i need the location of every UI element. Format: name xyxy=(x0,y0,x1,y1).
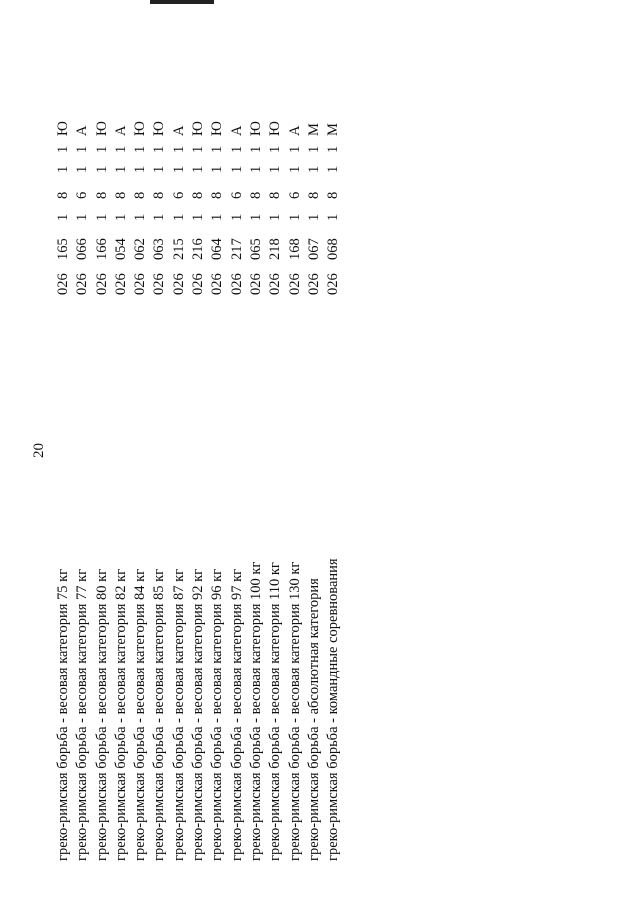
code-class: 6 xyxy=(170,191,187,199)
code-letter: А xyxy=(74,125,91,136)
code-digit: 1 xyxy=(112,145,129,153)
code-letter: А xyxy=(170,125,187,136)
event-name: греко-римская борьба - абсолютная категория xyxy=(305,578,322,861)
list-item xyxy=(112,21,131,861)
event-name: греко-римская борьба - весовая категория 110 кг xyxy=(267,562,284,861)
code-letter: А xyxy=(112,125,129,136)
code-digit: 1 xyxy=(267,213,284,221)
code-number: 068 xyxy=(325,238,342,260)
code-digit: 1 xyxy=(286,145,303,153)
code-group: 026 xyxy=(325,273,342,295)
list-item xyxy=(266,21,285,861)
code-digit: 1 xyxy=(93,213,110,221)
code-digit: 1 xyxy=(55,213,71,221)
event-name: греко-римская борьба - весовая категория 96 кг xyxy=(209,568,226,861)
sports-code-list xyxy=(54,21,343,861)
code-class: 8 xyxy=(209,191,226,199)
list-item xyxy=(131,21,150,861)
code-digit: 1 xyxy=(247,165,264,173)
list-item xyxy=(150,21,169,861)
event-name: греко-римская борьба - весовая категория 80 кг xyxy=(93,568,110,861)
code-group: 026 xyxy=(209,273,226,295)
code-digit: 1 xyxy=(305,213,322,221)
code-group: 026 xyxy=(132,273,149,295)
code-digit: 1 xyxy=(247,145,264,153)
code-digit: 1 xyxy=(228,213,245,221)
code-number: 166 xyxy=(93,238,110,260)
code-digit: 1 xyxy=(209,165,226,173)
code-digit: 1 xyxy=(267,145,284,153)
code-digit: 1 xyxy=(151,165,168,173)
code-letter: А xyxy=(228,125,245,136)
code-letter: Ю xyxy=(247,121,264,136)
code-class: 6 xyxy=(228,191,245,199)
code-class: 8 xyxy=(112,191,129,199)
code-digit: 1 xyxy=(190,213,207,221)
code-digit: 1 xyxy=(267,165,284,173)
code-number: 065 xyxy=(247,238,264,260)
code-digit: 1 xyxy=(93,165,110,173)
code-class: 8 xyxy=(325,191,342,199)
code-letter: Ю xyxy=(267,121,284,136)
code-number: 215 xyxy=(170,238,187,260)
page-number: 20 xyxy=(31,443,47,458)
code-digit: 1 xyxy=(93,145,110,153)
code-digit: 1 xyxy=(228,165,245,173)
code-number: 168 xyxy=(286,238,303,260)
code-digit: 1 xyxy=(325,145,342,153)
code-number: 217 xyxy=(228,238,245,260)
code-group: 026 xyxy=(305,273,322,295)
code-group: 026 xyxy=(112,273,129,295)
code-class: 8 xyxy=(93,191,110,199)
code-letter: А xyxy=(286,125,303,136)
code-number: 063 xyxy=(151,238,168,260)
code-class: 8 xyxy=(132,191,149,199)
code-number: 218 xyxy=(267,238,284,260)
event-name: греко-римская борьба - весовая категория 82 кг xyxy=(112,568,129,861)
code-letter: Ю xyxy=(190,121,207,136)
code-group: 026 xyxy=(190,273,207,295)
code-digit: 1 xyxy=(286,213,303,221)
list-item xyxy=(54,21,73,861)
code-digit: 1 xyxy=(305,145,322,153)
event-name: греко-римская борьба - весовая категория 92 кг xyxy=(190,568,207,861)
code-digit: 1 xyxy=(170,145,187,153)
list-item xyxy=(324,21,343,861)
code-digit: 1 xyxy=(209,213,226,221)
event-name: греко-римская борьба - весовая категория 84 кг xyxy=(132,568,149,861)
code-digit: 1 xyxy=(151,145,168,153)
code-class: 8 xyxy=(267,191,284,199)
code-letter: Ю xyxy=(151,121,168,136)
code-number: 054 xyxy=(112,238,129,260)
code-group: 026 xyxy=(267,273,284,295)
event-name: греко-римская борьба - весовая категория 75 кг xyxy=(55,568,71,861)
list-item xyxy=(208,21,227,861)
list-item xyxy=(170,21,189,861)
code-number: 216 xyxy=(190,238,207,260)
code-group: 026 xyxy=(228,273,245,295)
code-letter: Ю xyxy=(132,121,149,136)
event-name: греко-римская борьба - весовая категория 130 кг xyxy=(286,561,303,861)
code-digit: 1 xyxy=(325,213,342,221)
code-group: 026 xyxy=(286,273,303,295)
code-digit: 1 xyxy=(170,213,187,221)
code-digit: 1 xyxy=(325,165,342,173)
code-digit: 1 xyxy=(286,165,303,173)
code-number: 066 xyxy=(74,238,91,260)
code-digit: 1 xyxy=(190,165,207,173)
code-digit: 1 xyxy=(74,165,91,173)
code-class: 6 xyxy=(74,191,91,199)
code-letter: М xyxy=(325,123,342,136)
code-letter: Ю xyxy=(93,121,110,136)
code-number: 062 xyxy=(132,238,149,260)
code-class: 8 xyxy=(151,191,168,199)
list-item xyxy=(189,21,208,861)
code-digit: 1 xyxy=(132,165,149,173)
code-digit: 1 xyxy=(74,213,91,221)
code-group: 026 xyxy=(170,273,187,295)
code-class: 8 xyxy=(190,191,207,199)
event-name: греко-римская борьба - весовая категория 85 кг xyxy=(151,568,168,861)
event-name: греко-римская борьба - весовая категория 77 кг xyxy=(74,568,91,861)
code-letter: Ю xyxy=(209,121,226,136)
code-digit: 1 xyxy=(55,165,71,173)
code-digit: 1 xyxy=(151,213,168,221)
code-digit: 1 xyxy=(74,145,91,153)
code-number: 067 xyxy=(305,238,322,260)
code-letter: Ю xyxy=(55,121,71,136)
code-class: 8 xyxy=(305,191,322,199)
code-digit: 1 xyxy=(55,145,71,153)
code-class: 8 xyxy=(55,191,71,199)
code-digit: 1 xyxy=(132,213,149,221)
code-group: 026 xyxy=(74,273,91,295)
code-group: 026 xyxy=(247,273,264,295)
code-number: 165 xyxy=(55,238,71,260)
code-class: 6 xyxy=(286,191,303,199)
list-item xyxy=(93,21,112,861)
code-digit: 1 xyxy=(170,165,187,173)
code-group: 026 xyxy=(55,273,71,295)
list-item xyxy=(286,21,305,861)
code-digit: 1 xyxy=(228,145,245,153)
event-name: греко-римская борьба - весовая категория 87 кг xyxy=(170,568,187,861)
code-number: 064 xyxy=(209,238,226,260)
code-digit: 1 xyxy=(112,165,129,173)
code-digit: 1 xyxy=(132,145,149,153)
list-item xyxy=(73,21,92,861)
code-group: 026 xyxy=(93,273,110,295)
code-digit: 1 xyxy=(305,165,322,173)
code-class: 8 xyxy=(247,191,264,199)
list-item xyxy=(305,21,324,861)
list-item xyxy=(228,21,247,861)
event-name: греко-римская борьба - командные соревнования xyxy=(325,558,342,861)
code-letter: М xyxy=(305,123,322,136)
event-name: греко-римская борьба - весовая категория 97 кг xyxy=(228,568,245,861)
code-group: 026 xyxy=(151,273,168,295)
code-digit: 1 xyxy=(247,213,264,221)
code-digit: 1 xyxy=(190,145,207,153)
code-digit: 1 xyxy=(112,213,129,221)
code-digit: 1 xyxy=(209,145,226,153)
list-item xyxy=(247,21,266,861)
event-name: греко-римская борьба - весовая категория 100 кг xyxy=(247,561,264,861)
